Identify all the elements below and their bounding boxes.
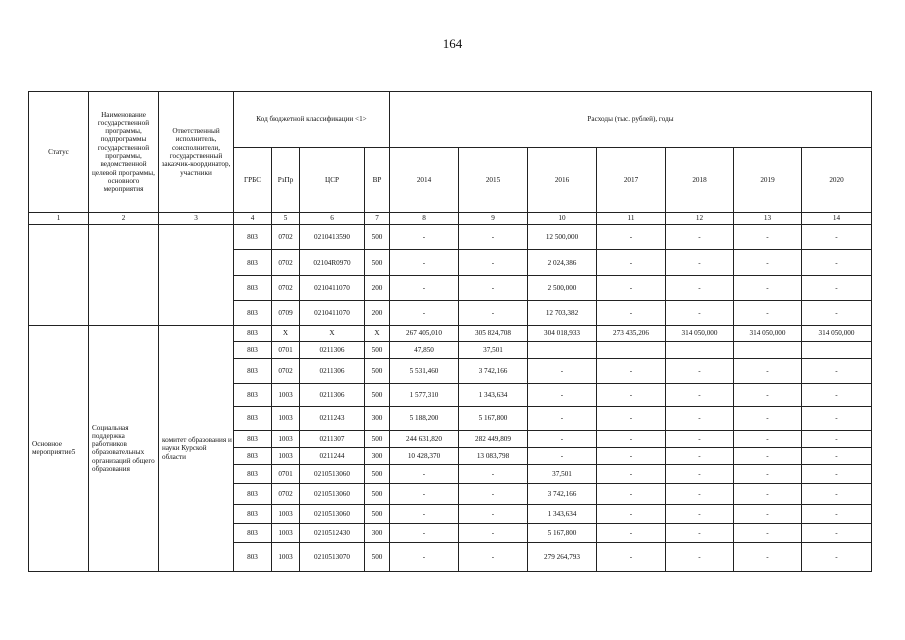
value-cell: 305 824,708	[459, 325, 528, 341]
value-cell: -	[734, 358, 802, 383]
column-number: 7	[365, 213, 390, 225]
value-cell: -	[597, 358, 666, 383]
value-cell: -	[390, 543, 459, 572]
value-cell: -	[597, 301, 666, 325]
rzpr-cell: 0702	[272, 358, 300, 383]
value-cell: -	[528, 384, 597, 407]
csr-cell: 0210513060	[300, 464, 365, 483]
value-cell: -	[734, 543, 802, 572]
executor-cell: комитет образования и науки Курской области	[159, 325, 234, 571]
value-cell: -	[597, 464, 666, 483]
program-cell	[89, 225, 159, 326]
value-cell: -	[459, 275, 528, 300]
table-row	[29, 225, 872, 250]
rzpr-cell: X	[272, 325, 300, 341]
value-cell: -	[597, 447, 666, 464]
grbs-cell: 803	[234, 341, 272, 358]
rzpr-cell: 0702	[272, 225, 300, 250]
grbs-cell: 803	[234, 407, 272, 430]
value-cell: -	[390, 524, 459, 543]
value-cell: 279 264,793	[528, 543, 597, 572]
value-cell: 1 577,310	[390, 384, 459, 407]
value-cell: -	[734, 430, 802, 447]
vr-cell: X	[365, 325, 390, 341]
value-cell: -	[802, 543, 872, 572]
vr-cell: 500	[365, 543, 390, 572]
vr-cell: 500	[365, 505, 390, 524]
value-cell: -	[802, 464, 872, 483]
column-number: 6	[300, 213, 365, 225]
grbs-cell: 803	[234, 225, 272, 250]
value-cell: -	[390, 505, 459, 524]
csr-cell: 0211306	[300, 384, 365, 407]
value-cell: -	[802, 407, 872, 430]
vr-cell: 500	[365, 341, 390, 358]
column-number: 4	[234, 213, 272, 225]
csr-cell: 0210512430	[300, 524, 365, 543]
value-cell: -	[528, 430, 597, 447]
vr-cell: 500	[365, 358, 390, 383]
grbs-cell: 803	[234, 505, 272, 524]
grbs-cell: 803	[234, 543, 272, 572]
value-cell: -	[802, 430, 872, 447]
value-cell: -	[802, 275, 872, 300]
value-cell: -	[459, 543, 528, 572]
header-program: Наименование государственной программы, подпрограммы государственной программы, ведомственной целевой программы, основного мероприятия	[89, 92, 159, 213]
header-vr: ВР	[365, 148, 390, 213]
value-cell	[734, 341, 802, 358]
value-cell: 304 018,933	[528, 325, 597, 341]
grbs-cell: 803	[234, 483, 272, 504]
vr-cell: 500	[365, 483, 390, 504]
value-cell: -	[802, 524, 872, 543]
value-cell: -	[528, 447, 597, 464]
value-cell: -	[666, 384, 734, 407]
column-number: 10	[528, 213, 597, 225]
value-cell: -	[390, 250, 459, 275]
value-cell: -	[734, 407, 802, 430]
status-cell: Основное мероприятие5	[29, 325, 89, 571]
value-cell: -	[390, 225, 459, 250]
csr-cell: 0211243	[300, 407, 365, 430]
csr-cell: 0210513060	[300, 483, 365, 504]
value-cell: -	[734, 524, 802, 543]
value-cell: -	[802, 384, 872, 407]
value-cell	[597, 341, 666, 358]
value-cell: 3 742,166	[459, 358, 528, 383]
vr-cell: 500	[365, 384, 390, 407]
value-cell: 37,501	[459, 341, 528, 358]
header-status: Статус	[29, 92, 89, 213]
value-cell: -	[802, 250, 872, 275]
value-cell: -	[666, 407, 734, 430]
column-number: 5	[272, 213, 300, 225]
vr-cell: 500	[365, 225, 390, 250]
value-cell: -	[666, 250, 734, 275]
value-cell: 37,501	[528, 464, 597, 483]
value-cell: -	[734, 447, 802, 464]
column-number: 14	[802, 213, 872, 225]
rzpr-cell: 1003	[272, 407, 300, 430]
csr-cell: 0210513060	[300, 505, 365, 524]
grbs-cell: 803	[234, 384, 272, 407]
grbs-cell: 803	[234, 301, 272, 325]
header-budget-code: Код бюджетной классификации <1>	[234, 92, 390, 148]
value-cell: -	[666, 225, 734, 250]
value-cell: -	[597, 250, 666, 275]
rzpr-cell: 0701	[272, 464, 300, 483]
value-cell: -	[734, 250, 802, 275]
value-cell: 314 050,000	[734, 325, 802, 341]
value-cell: -	[459, 524, 528, 543]
value-cell: 314 050,000	[802, 325, 872, 341]
value-cell: -	[802, 483, 872, 504]
grbs-cell: 803	[234, 250, 272, 275]
rzpr-cell: 1003	[272, 543, 300, 572]
header-year: 2019	[734, 148, 802, 213]
value-cell: -	[666, 358, 734, 383]
value-cell: -	[597, 543, 666, 572]
csr-cell: X	[300, 325, 365, 341]
value-cell: 5 167,800	[528, 524, 597, 543]
value-cell: -	[597, 275, 666, 300]
rzpr-cell: 0709	[272, 301, 300, 325]
value-cell: 12 500,000	[528, 225, 597, 250]
value-cell: -	[734, 384, 802, 407]
csr-cell: 0210411070	[300, 301, 365, 325]
value-cell: -	[802, 358, 872, 383]
value-cell: -	[459, 483, 528, 504]
executor-cell	[159, 225, 234, 326]
rzpr-cell: 1003	[272, 524, 300, 543]
value-cell: -	[459, 464, 528, 483]
grbs-cell: 803	[234, 524, 272, 543]
rzpr-cell: 1003	[272, 430, 300, 447]
value-cell: 5 531,460	[390, 358, 459, 383]
value-cell: -	[597, 225, 666, 250]
csr-cell: 0211244	[300, 447, 365, 464]
value-cell: 2 024,386	[528, 250, 597, 275]
value-cell: -	[734, 275, 802, 300]
header-expenses: Расходы (тыс. рублей), годы	[390, 92, 872, 148]
value-cell: -	[666, 505, 734, 524]
vr-cell: 500	[365, 464, 390, 483]
value-cell: 10 428,370	[390, 447, 459, 464]
value-cell: -	[459, 225, 528, 250]
grbs-cell: 803	[234, 275, 272, 300]
value-cell: -	[597, 384, 666, 407]
vr-cell: 200	[365, 301, 390, 325]
header-executor: Ответственный исполнитель, соисполнители, государственный заказчик-координатор, участники	[159, 92, 234, 213]
value-cell: -	[597, 407, 666, 430]
value-cell: 267 405,010	[390, 325, 459, 341]
vr-cell: 300	[365, 524, 390, 543]
value-cell: -	[802, 505, 872, 524]
column-number: 12	[666, 213, 734, 225]
table-row	[29, 325, 872, 341]
value-cell: 47,850	[390, 341, 459, 358]
value-cell: -	[390, 301, 459, 325]
value-cell: -	[802, 225, 872, 250]
value-cell: -	[459, 250, 528, 275]
value-cell: 314 050,000	[666, 325, 734, 341]
grbs-cell: 803	[234, 358, 272, 383]
value-cell: -	[666, 464, 734, 483]
value-cell	[528, 341, 597, 358]
value-cell: -	[802, 301, 872, 325]
vr-cell: 200	[365, 275, 390, 300]
value-cell: -	[666, 430, 734, 447]
column-number: 11	[597, 213, 666, 225]
csr-cell: 0211307	[300, 430, 365, 447]
value-cell: -	[666, 524, 734, 543]
value-cell: 1 343,634	[459, 384, 528, 407]
column-number: 9	[459, 213, 528, 225]
column-number: 2	[89, 213, 159, 225]
grbs-cell: 803	[234, 325, 272, 341]
value-cell: -	[459, 301, 528, 325]
value-cell: -	[597, 505, 666, 524]
value-cell	[802, 341, 872, 358]
value-cell: -	[390, 483, 459, 504]
grbs-cell: 803	[234, 447, 272, 464]
value-cell: -	[666, 301, 734, 325]
column-number: 3	[159, 213, 234, 225]
vr-cell: 300	[365, 447, 390, 464]
csr-cell: 02104R0970	[300, 250, 365, 275]
value-cell: 13 083,798	[459, 447, 528, 464]
value-cell: 5 167,800	[459, 407, 528, 430]
header-year: 2018	[666, 148, 734, 213]
value-cell: -	[528, 358, 597, 383]
value-cell: -	[734, 301, 802, 325]
value-cell: -	[734, 464, 802, 483]
csr-cell: 0211306	[300, 341, 365, 358]
column-number-row	[29, 213, 872, 225]
program-cell: Социальная поддержка работников образовательных организаций общего образования	[89, 325, 159, 571]
header-year: 2020	[802, 148, 872, 213]
csr-cell: 0210411070	[300, 275, 365, 300]
value-cell: 273 435,206	[597, 325, 666, 341]
budget-table	[28, 91, 872, 572]
grbs-cell: 803	[234, 464, 272, 483]
vr-cell: 500	[365, 250, 390, 275]
value-cell: -	[802, 447, 872, 464]
rzpr-cell: 0702	[272, 275, 300, 300]
value-cell: -	[390, 464, 459, 483]
vr-cell: 500	[365, 430, 390, 447]
value-cell: -	[528, 407, 597, 430]
header-csr: ЦСР	[300, 148, 365, 213]
value-cell: 3 742,166	[528, 483, 597, 504]
header-grbs: ГРБС	[234, 148, 272, 213]
value-cell	[666, 341, 734, 358]
value-cell: -	[734, 225, 802, 250]
rzpr-cell: 0701	[272, 341, 300, 358]
column-number: 13	[734, 213, 802, 225]
value-cell: -	[666, 543, 734, 572]
value-cell: -	[666, 483, 734, 504]
rzpr-cell: 1003	[272, 447, 300, 464]
csr-cell: 0210513070	[300, 543, 365, 572]
value-cell: 282 449,809	[459, 430, 528, 447]
value-cell: -	[666, 447, 734, 464]
header-year: 2015	[459, 148, 528, 213]
value-cell: -	[666, 275, 734, 300]
value-cell: -	[734, 483, 802, 504]
value-cell: 244 631,820	[390, 430, 459, 447]
column-number: 8	[390, 213, 459, 225]
value-cell: 1 343,634	[528, 505, 597, 524]
value-cell: 12 703,382	[528, 301, 597, 325]
header-year: 2014	[390, 148, 459, 213]
value-cell: -	[459, 505, 528, 524]
status-cell	[29, 225, 89, 326]
rzpr-cell: 1003	[272, 384, 300, 407]
header-rzpr: РзПр	[272, 148, 300, 213]
value-cell: 2 500,000	[528, 275, 597, 300]
value-cell: -	[597, 524, 666, 543]
page-number: 164	[442, 36, 463, 51]
value-cell: 5 188,200	[390, 407, 459, 430]
vr-cell: 300	[365, 407, 390, 430]
rzpr-cell: 0702	[272, 483, 300, 504]
header-year: 2016	[528, 148, 597, 213]
rzpr-cell: 1003	[272, 505, 300, 524]
csr-cell: 0210413590	[300, 225, 365, 250]
header-year: 2017	[597, 148, 666, 213]
rzpr-cell: 0702	[272, 250, 300, 275]
column-number: 1	[29, 213, 89, 225]
csr-cell: 0211306	[300, 358, 365, 383]
value-cell: -	[390, 275, 459, 300]
value-cell: -	[597, 483, 666, 504]
value-cell: -	[597, 430, 666, 447]
grbs-cell: 803	[234, 430, 272, 447]
value-cell: -	[734, 505, 802, 524]
